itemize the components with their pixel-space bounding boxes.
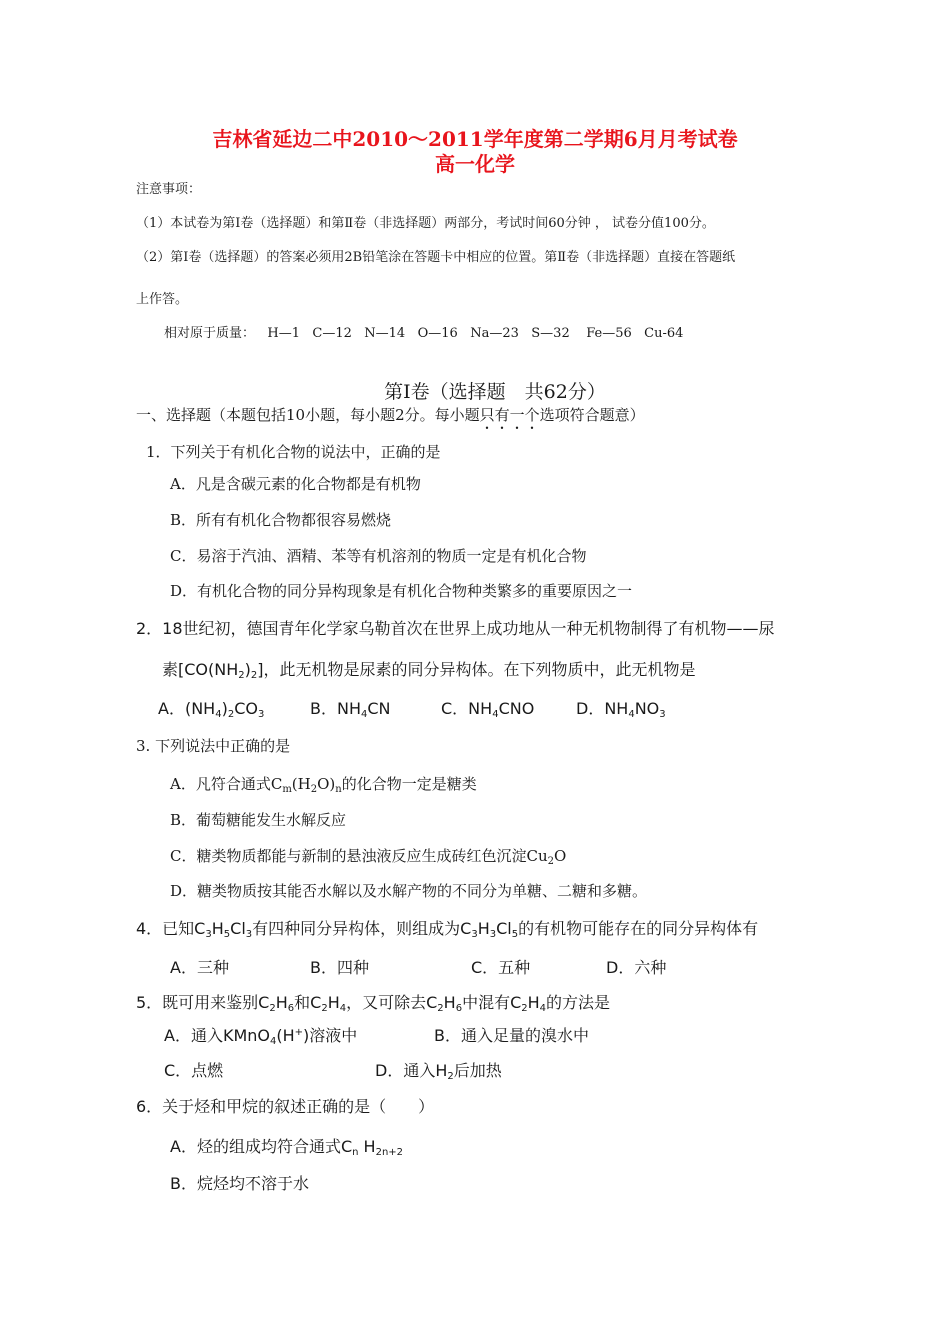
q5-option-a: A．通入KMnO$_4$(H+)溶液中	[164, 1026, 358, 1047]
q2-option-d: D．$NH_4NO_3$	[576, 699, 666, 720]
q1-option-a: A．凡是含碳元素的化合物都是有机物	[170, 475, 421, 493]
q5-stem: 5．既可用来鉴别$C_2H_6$和$C_2H_4$，又可除去$C_2H_6$中混有$C_2H_4$的方法是	[136, 993, 611, 1014]
q2-stem-line1: 2．18世纪初，德国青年化学家乌勒首次在世界上成功地从一种无机物制得了有机物——尿	[136, 619, 775, 638]
q5-option-c: C．点燃	[164, 1061, 224, 1080]
q3-stem: 3. 下列说法中正确的是	[136, 737, 291, 755]
notes-heading: 注意事项：	[136, 182, 202, 197]
q6-option-b: B．烷烃均不溶于水	[170, 1174, 309, 1193]
q5-option-d: D．通入$H_2$后加热	[375, 1061, 502, 1082]
q1-option-c: C．易溶于汽油、酒精、苯等有机溶剂的物质一定是有机化合物	[170, 547, 587, 565]
q1-option-d: D．有机化合物的同分异构现象是有机化合物种类繁多的重要原因之一	[170, 582, 633, 600]
q4-option-d: D．六种	[606, 958, 667, 977]
q4-option-c: C．五种	[471, 958, 531, 977]
q6-stem: 6．关于烃和甲烷的叙述正确的是（ ）	[136, 1097, 435, 1116]
q4-stem: 4．已知$C_3H_5Cl_3$有四种同分异构体，则组成为$C_3H_3Cl_5$的有机物可能存在的同分异构体有	[136, 919, 759, 940]
q2-stem-line2: 素$[CO(NH_2)_2]$，此无机物是尿素的同分异构体。在下列物质中，此无机物是	[162, 660, 696, 681]
q3-option-b: B．葡萄糖能发生水解反应	[170, 811, 347, 829]
section-instructions: 一、选择题（本题包括10小题，每小题2分。每小题只有一个选项符合题意）	[136, 406, 645, 424]
q4-option-b: B．四种	[310, 958, 369, 977]
q1-stem: 1．下列关于有机化合物的说法中，正确的是	[146, 443, 441, 461]
q3-option-a: A．凡符合通式$C_m(H_2O)_n$的化合物一定是糖类	[170, 775, 477, 795]
exam-title: 吉林省延边二中2010～2011学年度第二学期6月月考试卷	[212, 127, 738, 151]
q2-option-a: A．$(NH_4)_2CO_3$	[158, 699, 265, 720]
section-title: 第Ⅰ卷（选择题 共62分）	[384, 381, 606, 403]
emphasis-text: 只有一个	[479, 406, 540, 424]
note-line-1: （1）本试卷为第Ⅰ卷（选择题）和第Ⅱ卷（非选择题）两部分，考试时间60分钟 ， 试卷分值100分。	[136, 216, 715, 231]
q2-option-c: C．$NH_4CNO$	[441, 699, 535, 720]
q4-option-a: A．三种	[170, 958, 229, 977]
q2-option-b: B．$NH_4CN$	[310, 699, 391, 720]
q6-option-a: A．烃的组成均符合通式$C_n$ $H_{2n+2}$	[170, 1137, 404, 1158]
q5-option-b: B．通入足量的溴水中	[434, 1026, 589, 1045]
atomic-masses: 相对原于质量： H—1 C—12 N—14 O—16 Na—23 S—32 Fe—56 Cu-64	[164, 326, 684, 341]
q3-option-c: C．糖类物质都能与新制的悬浊液反应生成砖红色沉淀$Cu_2O$	[170, 847, 567, 867]
note-line-2: （2）第Ⅰ卷（选择题）的答案必须用2B铅笔涂在答题卡中相应的位置。第Ⅱ卷（非选择题）直接在答题纸	[136, 250, 736, 265]
note-line-3: 上作答。	[136, 292, 189, 307]
q3-option-d: D．糖类物质按其能否水解以及水解产物的不同分为单糖、二糖和多糖。	[170, 882, 648, 900]
exam-subject: 高一化学	[435, 152, 515, 176]
q1-option-b: B．所有有机化合物都很容易燃烧	[170, 511, 392, 529]
